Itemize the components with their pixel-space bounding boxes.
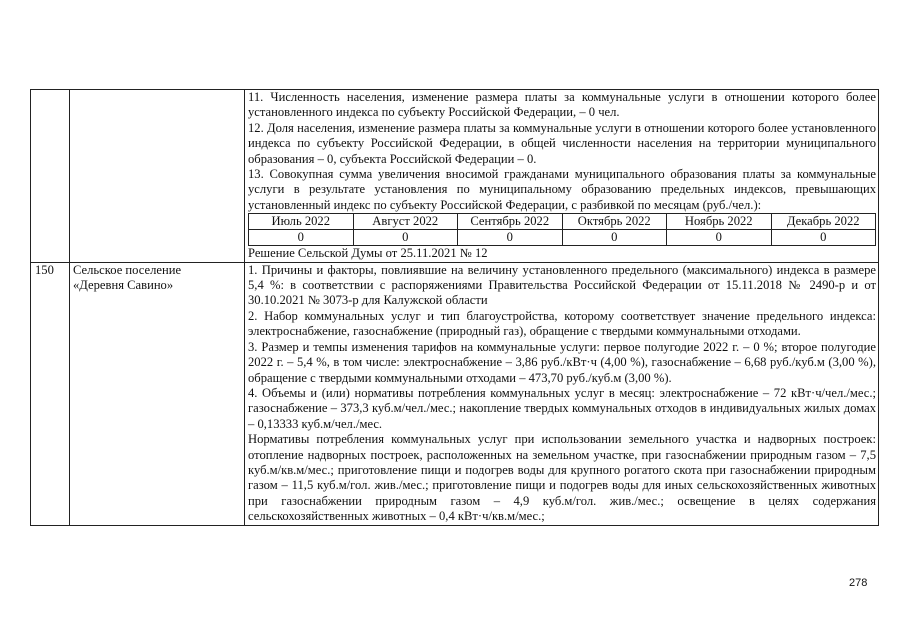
monthly-sum-table bbox=[248, 213, 876, 246]
month-header: Сентябрь 2022 bbox=[458, 214, 563, 230]
paragraph-11: 11. Численность населения, изменение размера платы за коммунальные услуги в отношении которого более установленного индекса по субъекту Российской Федерации, – 0 чел. bbox=[248, 90, 876, 120]
month-header: Июль 2022 bbox=[249, 214, 354, 230]
month-header-row bbox=[249, 214, 876, 230]
row-number: 150 bbox=[35, 262, 54, 277]
month-header: Август 2022 bbox=[353, 214, 458, 230]
month-value: 0 bbox=[667, 230, 772, 246]
settlement-cell bbox=[70, 90, 245, 263]
month-header: Ноябрь 2022 bbox=[667, 214, 772, 230]
paragraph-4: 4. Объемы и (или) нормативы потребления коммунальных услуг в месяц: электроснабжение – 72 кВт·ч/чел./мес.; газоснабжение – 373,3 куб.м/чел./мес.; накопление твердых коммунальных отходов в индивидуальных жилых домах – 0,13333 куб.м/чел./мес. bbox=[248, 385, 876, 431]
settlement-name: «Деревня Савино» bbox=[73, 278, 174, 293]
row-number-cell bbox=[31, 262, 70, 525]
month-value: 0 bbox=[458, 230, 563, 246]
month-value: 0 bbox=[249, 230, 354, 246]
paragraph-1: 1. Причины и факторы, повлиявшие на величину установленного предельного (максимального) индекса в размере 5,4 %: в соответствии с распоряжениями Правительства Российской Федерации от 15.11.2018 № 2490-р и от 30.10.2021 № 3073-р для Калужской области bbox=[248, 262, 876, 308]
month-value: 0 bbox=[771, 230, 876, 246]
month-header: Октябрь 2022 bbox=[562, 214, 667, 230]
paragraph-2: 2. Набор коммунальных услуг и тип благоустройства, которому соответствует значение предельного индекса: электроснабжение, газоснабжение (природный газ), обращение с твердыми коммунальными отходами. bbox=[248, 308, 876, 339]
table-row bbox=[31, 262, 879, 525]
decision-reference: Решение Сельской Думы от 25.11.2021 № 12 bbox=[248, 246, 488, 261]
paragraph-12: 12. Доля населения, изменение размера платы за коммунальные услуги в отношении которого более установленного индекса по субъекту Российской Федерации, в общей численности населения на территории муниципального образования – 0, субъекта Российской Федерации – 0. bbox=[248, 120, 876, 166]
settlement-cell bbox=[70, 262, 245, 525]
month-value-row bbox=[249, 230, 876, 246]
details-cell bbox=[245, 262, 879, 525]
settlement-type: Сельское поселение bbox=[73, 262, 182, 277]
paragraph-norms: Нормативы потребления коммунальных услуг при использовании земельного участка и надворных построек: отопление надворных построек, расположенных на земельном участке, при газоснабжении природным газом – 7,5 куб.м/кв.м/мес.; приготовление пищи и подогрев воды для крупного рогатого скота при газоснабжении природным газом – 11,5 куб.м/гол. жив./мес.; приготовление пищи и подогрев воды для иных сельскохозяйственных животных при газоснабжении природным газом – 4,9 куб.м/гол. жив./мес.; освещение в целях содержания сельскохозяйственных животных – 0,4 кВт·ч/кв.м/мес.; bbox=[248, 432, 876, 524]
page-number: 278 bbox=[849, 577, 868, 589]
paragraph-13: 13. Совокупная сумма увеличения вносимой гражданами муниципального образования платы за коммунальные услуги в результате установления по муниципальному образованию предельных индексов, превышающих установленный индекс по субъекту Российской Федерации, с разбивкой по месяцам (руб./чел.): bbox=[248, 167, 876, 212]
paragraph-3: 3. Размер и темпы изменения тарифов на коммунальные услуги: первое полугодие 2022 г. – 0 %; второе полугодие 2022 г. – 5,4 %, в том числе: электроснабжение – 3,86 руб./кВт·ч (4,00 %), газоснабжение – 6,68 руб./куб.м (3,00 %), обращение с твердыми коммунальными отходами – 473,70 руб./куб.м (3,00 %). bbox=[248, 339, 876, 385]
table-row bbox=[31, 90, 879, 263]
indices-table bbox=[30, 89, 879, 526]
details-cell bbox=[245, 90, 879, 263]
month-value: 0 bbox=[353, 230, 458, 246]
row-number-cell bbox=[31, 90, 70, 263]
month-header: Декабрь 2022 bbox=[771, 214, 876, 230]
month-value: 0 bbox=[562, 230, 667, 246]
